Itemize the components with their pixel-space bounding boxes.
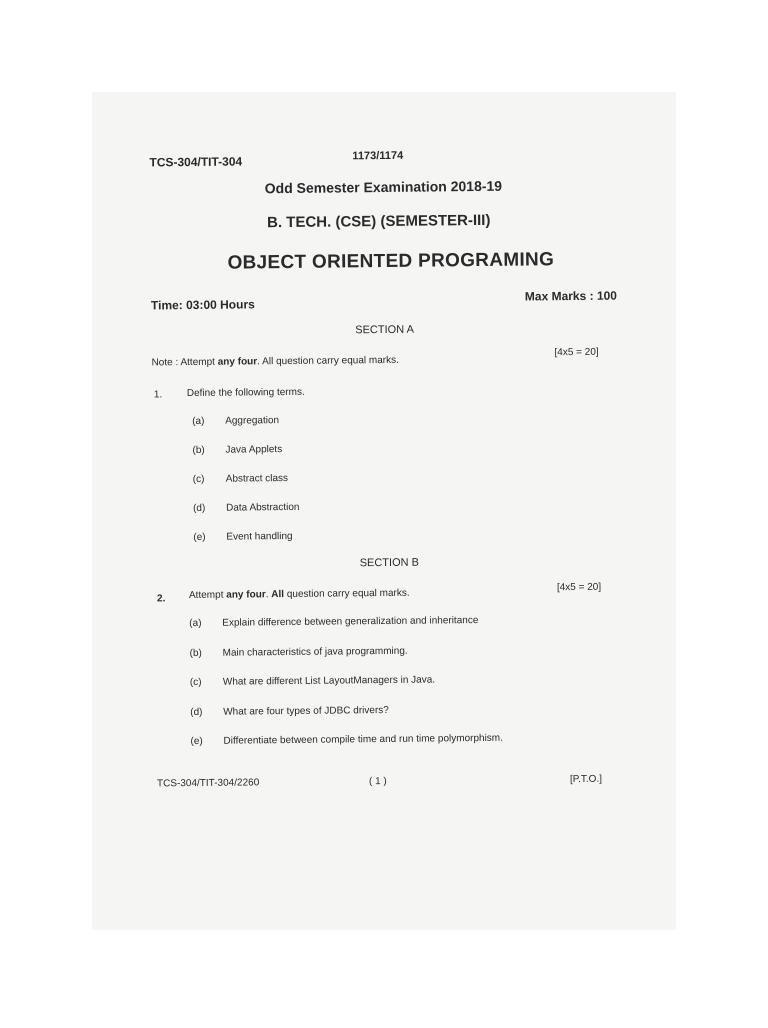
section-b-marks: [4x5 = 20]: [556, 581, 602, 594]
footer-paper-code: TCS-304/TIT-304/2260: [156, 777, 260, 790]
q2-item-label: (a): [189, 617, 202, 630]
footer-page-number: ( 1 ): [368, 775, 387, 788]
q1-item-label: (c): [192, 473, 205, 486]
q1-item-label: (e): [193, 531, 206, 543]
q1-item-label: (a): [192, 415, 205, 428]
q2-item-text: What are different List LayoutManagers in Java.: [222, 674, 436, 688]
paper-number: 1173/1174: [352, 149, 404, 163]
q2-pre: Attempt: [188, 589, 227, 602]
question-1-number: 1.: [153, 389, 163, 401]
q2-item-label: (c): [189, 676, 202, 689]
q1-item-text: Java Applets: [225, 444, 283, 456]
section-b-heading: SECTION B: [359, 556, 420, 570]
q2-mid: .: [265, 589, 272, 601]
q2-item-label: (b): [189, 647, 202, 660]
question-2-text: [189, 588, 410, 601]
degree-title: B. TECH. (CSE) (SEMESTER-III): [267, 211, 491, 232]
q2-item-label: (e): [190, 735, 203, 748]
note-rest: . All question carry equal marks.: [257, 354, 399, 368]
question-2-number: 2.: [156, 593, 166, 605]
paper-code: TCS-304/TIT-304: [149, 154, 243, 170]
q2-emphasis-1: any four: [226, 589, 266, 601]
time-allowed: Time: 03:00 Hours: [150, 297, 255, 313]
q1-item-text: Aggregation: [225, 415, 280, 427]
q2-item-text: Differentiate between compile time and run time polymorphism.: [223, 732, 503, 747]
q1-item-text: Data Abstraction: [226, 501, 300, 514]
q2-item-label: (d): [190, 706, 203, 719]
note-separator: : Attempt: [172, 356, 218, 369]
subject-title: OBJECT ORIENTED PROGRAMING: [227, 249, 555, 274]
q2-item-text: Main characteristics of java programming.: [222, 645, 408, 659]
q1-item-label: (d): [193, 502, 206, 514]
section-a-marks: [4x5 = 20]: [554, 346, 599, 359]
note-emphasis: any four: [217, 356, 258, 368]
q1-item-text: Event handling: [226, 530, 293, 543]
note-label: Note: [151, 357, 173, 369]
q1-item-text: Abstract class: [225, 473, 289, 485]
footer-pto: [P.T.O.]: [569, 773, 603, 786]
q2-rest: question carry equal marks.: [283, 587, 410, 601]
section-a-heading: SECTION A: [355, 323, 414, 337]
question-1-text: Define the following terms.: [186, 386, 305, 400]
q2-emphasis-2: All: [271, 589, 285, 601]
q2-item-text: Explain difference between generalization and inheritance: [222, 615, 479, 629]
q1-item-label: (b): [192, 444, 205, 457]
q2-item-text: What are four types of JDBC drivers?: [223, 704, 389, 718]
exam-title: Odd Semester Examination 2018-19: [264, 177, 503, 197]
max-marks: Max Marks : 100: [524, 288, 618, 304]
section-a-note: [151, 355, 398, 369]
